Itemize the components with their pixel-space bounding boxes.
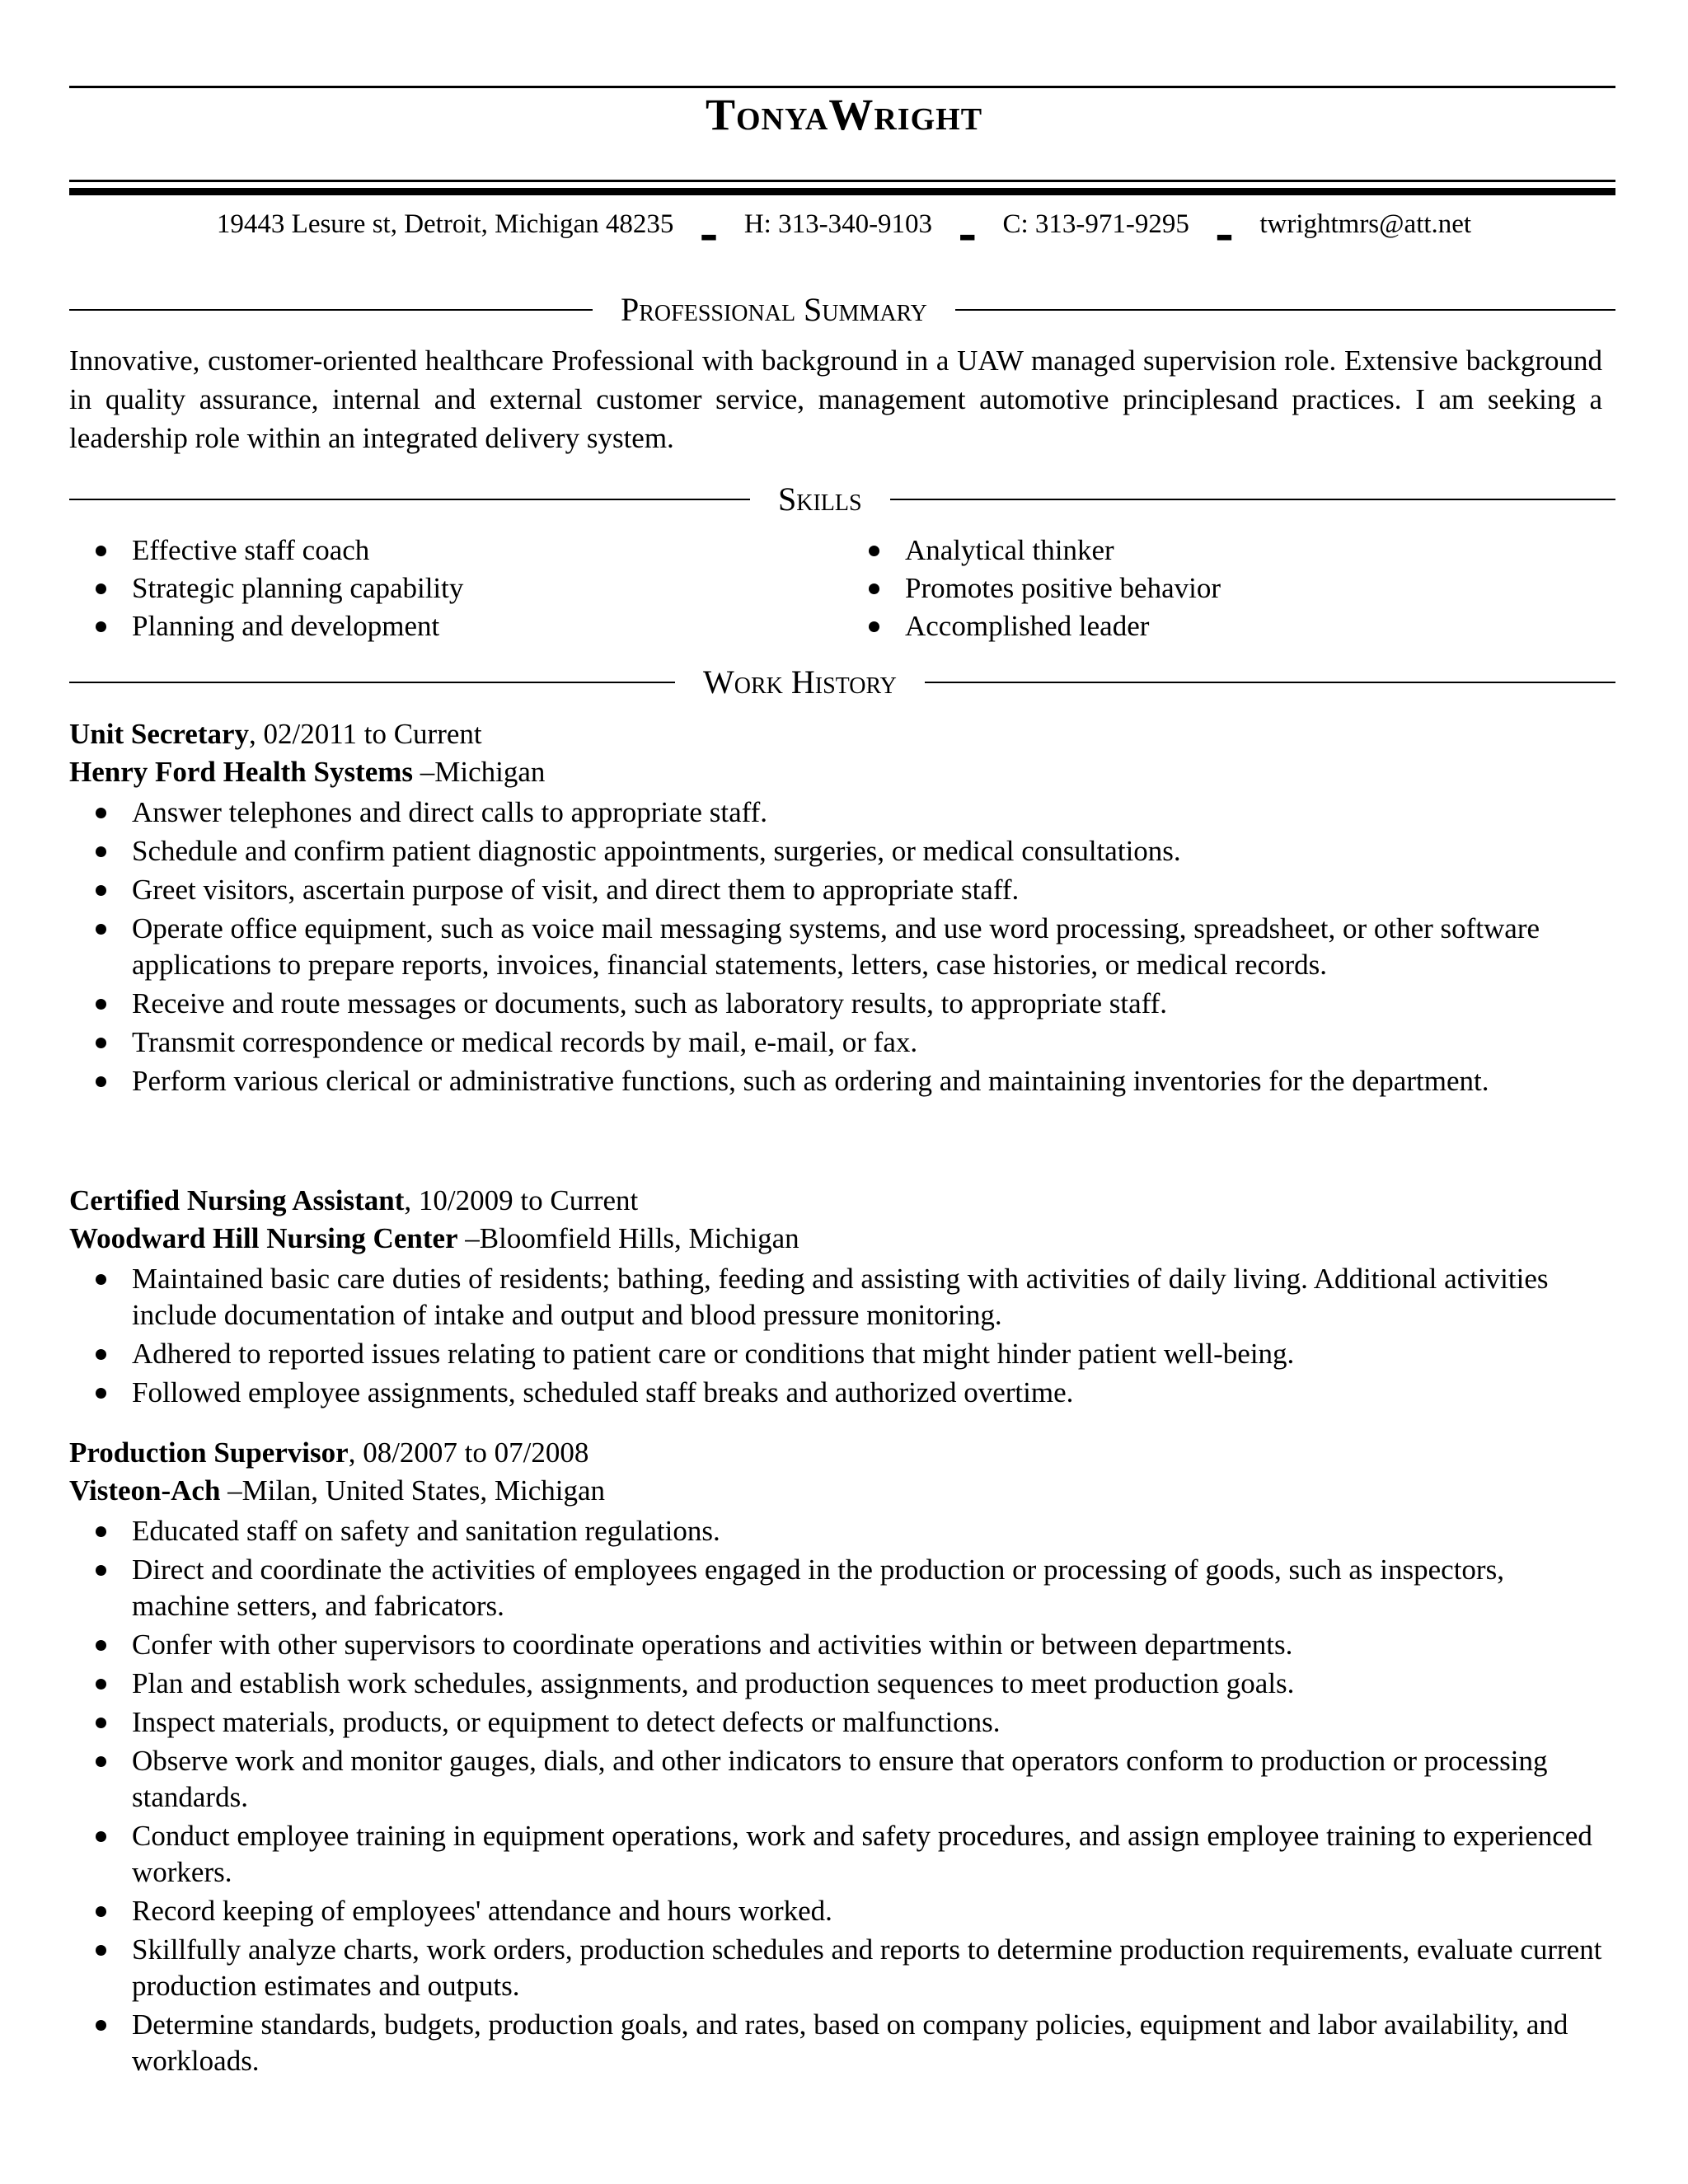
skill-item: Effective staff coach — [69, 532, 842, 569]
job-entry — [69, 1434, 1615, 2082]
job-entry — [69, 1182, 1615, 1413]
heading-rule — [925, 682, 1615, 683]
bullet-icon — [96, 1076, 106, 1087]
heading-rule — [69, 682, 675, 683]
bullet-icon — [96, 1565, 106, 1576]
duty-item: Skillfully analyze charts, work orders, production schedules and reports to determine production requirements, evaluate current production estimates and outputs. — [69, 1932, 1615, 2004]
job-location: –Michigan — [413, 756, 546, 788]
duty-item: Plan and establish work schedules, assignments, and production sequences to meet production goals. — [69, 1666, 1615, 1702]
job-duties — [69, 1513, 1615, 2079]
duty-item: Determine standards, budgets, production goals, and rates, based on company policies, equipment and labor availability, and workloads. — [69, 2007, 1615, 2079]
job-company-line — [69, 753, 1615, 791]
job-dates: , 08/2007 to 07/2008 — [348, 1436, 589, 1469]
work-history-heading — [69, 664, 1615, 701]
first-name: Tonya — [705, 90, 829, 139]
job-company: Visteon-Ach — [69, 1474, 221, 1507]
skills-title: Skills — [778, 480, 862, 518]
duty-item: Record keeping of employees' attendance and hours worked. — [69, 1893, 1615, 1929]
duty-item: Maintained basic care duties of residents; bathing, feeding and assisting with activities of daily living. Additional activities include documentation of intake and output and blood pressure monitoring. — [69, 1261, 1615, 1333]
candidate-name — [0, 92, 1688, 137]
separator-icon: ▂ — [960, 219, 975, 240]
skill-item: Analytical thinker — [842, 532, 1615, 569]
top-rule — [69, 86, 1615, 88]
job-location: –Milan, United States, Michigan — [220, 1474, 606, 1507]
bullet-icon — [96, 1679, 106, 1690]
bullet-icon — [96, 885, 106, 896]
heading-rule — [890, 499, 1615, 500]
name-underline-thick — [69, 188, 1615, 195]
skill-item: Promotes positive behavior — [842, 569, 1615, 607]
contact-line — [0, 211, 1688, 239]
cell-phone: C: 313-971-9295 — [1002, 209, 1189, 239]
summary-heading — [69, 292, 1615, 328]
duty-item: Conduct employee training in equipment operations, work and safety procedures, and assign employee training to experienced workers. — [69, 1818, 1615, 1891]
bullet-icon — [869, 546, 879, 556]
duty-item: Greet visitors, ascertain purpose of visit, and direct them to appropriate staff. — [69, 872, 1615, 908]
duty-item: Transmit correspondence or medical records by mail, e-mail, or fax. — [69, 1024, 1615, 1061]
job-title-line — [69, 1434, 1615, 1472]
home-phone: H: 313-340-9103 — [743, 209, 933, 239]
skill-item: Strategic planning capability — [69, 569, 842, 607]
separator-icon: ▂ — [701, 219, 716, 240]
bullet-icon — [96, 924, 106, 935]
bullet-icon — [96, 1640, 106, 1651]
bullet-icon — [96, 621, 106, 632]
duty-item: Confer with other supervisors to coordinate operations and activities within or between departments. — [69, 1627, 1615, 1663]
job-location: –Bloomfield Hills, Michigan — [457, 1222, 799, 1254]
job-entry — [69, 715, 1615, 1102]
bullet-icon — [96, 1831, 106, 1842]
duty-item: Observe work and monitor gauges, dials, and other indicators to ensure that operators conform to production or processing standards. — [69, 1743, 1615, 1816]
last-name: Wright — [828, 90, 983, 139]
skills-heading — [69, 481, 1615, 518]
bullet-icon — [96, 2020, 106, 2031]
duty-item: Adhered to reported issues relating to patient care or conditions that might hinder patient well-being. — [69, 1336, 1615, 1372]
job-role: Certified Nursing Assistant — [69, 1184, 405, 1216]
summary-title: Professional Summary — [621, 291, 927, 328]
bullet-icon — [96, 1274, 106, 1285]
heading-rule — [69, 309, 593, 311]
bullet-icon — [96, 846, 106, 857]
bullet-icon — [96, 1718, 106, 1728]
bullet-icon — [869, 621, 879, 632]
bullet-icon — [96, 1526, 106, 1537]
job-dates: , 02/2011 to Current — [249, 718, 482, 750]
job-title-line — [69, 715, 1615, 753]
address: 19443 Lesure st, Detroit, Michigan 48235 — [216, 209, 674, 239]
bullet-icon — [96, 1945, 106, 1956]
duty-item: Educated staff on safety and sanitation regulations. — [69, 1513, 1615, 1549]
bullet-icon — [96, 546, 106, 556]
job-company-line — [69, 1472, 1615, 1510]
duty-item: Schedule and confirm patient diagnostic appointments, surgeries, or medical consultations. — [69, 833, 1615, 869]
bullet-icon — [96, 1388, 106, 1399]
job-title-line — [69, 1182, 1615, 1220]
bullet-icon — [869, 583, 879, 594]
summary-text: Innovative, customer-oriented healthcare Professional with background in a UAW managed supervision role. Extensive background in quality assurance, internal and external customer service, management automotive principlesand practices. I am seeking a leadership role within an integrated delivery system. — [69, 344, 1602, 454]
skill-item: Accomplished leader — [842, 607, 1615, 645]
job-company: Henry Ford Health Systems — [69, 756, 414, 788]
duty-item: Operate office equipment, such as voice mail messaging systems, and use word processing, spreadsheet, or other software applications to prepare reports, invoices, financial statements, letters, case histories, or medical records. — [69, 911, 1615, 983]
heading-rule — [955, 309, 1615, 311]
job-duties — [69, 794, 1615, 1099]
job-role: Production Supervisor — [69, 1436, 349, 1469]
duty-item: Receive and route messages or documents, such as laboratory results, to appropriate staff. — [69, 986, 1615, 1022]
job-role: Unit Secretary — [69, 718, 250, 750]
work-history-title: Work History — [703, 663, 897, 701]
heading-rule — [69, 499, 750, 500]
duty-item: Answer telephones and direct calls to appropriate staff. — [69, 794, 1615, 831]
bullet-icon — [96, 1756, 106, 1767]
name-underline-thin — [69, 180, 1615, 182]
email: twrightmrs@att.net — [1259, 209, 1472, 239]
bullet-icon — [96, 1349, 106, 1360]
job-company-line — [69, 1220, 1615, 1258]
duty-item: Perform various clerical or administrative functions, such as ordering and maintaining inventories for the department. — [69, 1063, 1615, 1099]
job-dates: , 10/2009 to Current — [404, 1184, 639, 1216]
job-company: Woodward Hill Nursing Center — [69, 1222, 458, 1254]
skills-left-column — [69, 532, 842, 645]
job-duties — [69, 1261, 1615, 1411]
duty-item: Followed employee assignments, scheduled staff breaks and authorized overtime. — [69, 1375, 1615, 1411]
skills-right-column — [842, 532, 1615, 645]
bullet-icon — [96, 808, 106, 818]
bullet-icon — [96, 999, 106, 1010]
duty-item: Inspect materials, products, or equipment to detect defects or malfunctions. — [69, 1704, 1615, 1741]
bullet-icon — [96, 1906, 106, 1917]
separator-icon: ▂ — [1217, 219, 1232, 240]
bullet-icon — [96, 1038, 106, 1048]
skill-item: Planning and development — [69, 607, 842, 645]
bullet-icon — [96, 583, 106, 594]
skills-list — [69, 532, 1615, 645]
duty-item: Direct and coordinate the activities of employees engaged in the production or processing of goods, such as inspectors, machine setters, and fabricators. — [69, 1552, 1615, 1624]
